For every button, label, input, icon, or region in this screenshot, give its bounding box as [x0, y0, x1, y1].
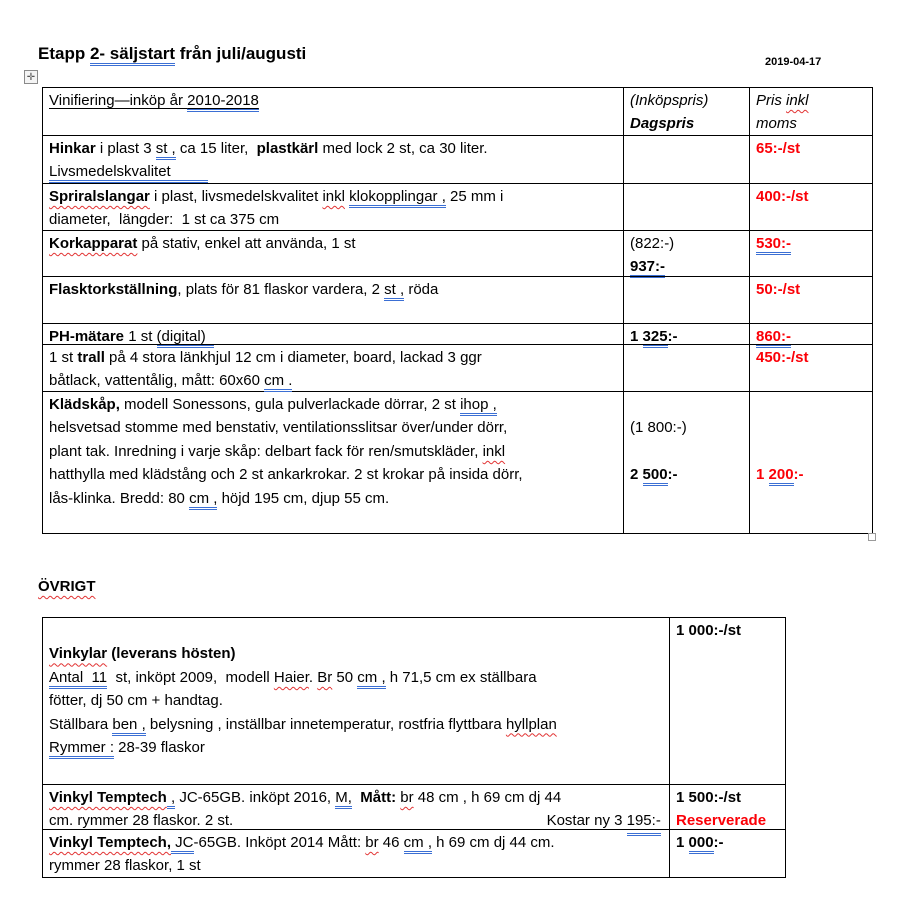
text-line — [756, 440, 867, 463]
table-cell — [749, 184, 871, 230]
text-segment: med lock 2 st, ca 30 liter. — [318, 140, 488, 157]
table-cell — [749, 88, 871, 135]
text-segment: 50:-/st — [756, 281, 801, 298]
text-segment: 28-39 flaskor — [114, 739, 205, 757]
table-cell — [43, 184, 623, 230]
text-segment: Livsmedelskvalitet — [49, 163, 208, 183]
text-segment: modell Sonessons, gula pulverlackade dörrar, 2 st — [119, 396, 461, 413]
document-date: 2019-04-17 — [765, 56, 822, 68]
table-cell — [623, 88, 749, 135]
table-cell — [43, 231, 623, 276]
text-line — [49, 642, 665, 665]
text-segment: 860:- — [756, 328, 791, 348]
text-segment: -65GB. Inköpt 2014 Mått: — [193, 834, 366, 851]
text-segment: :- — [667, 328, 678, 345]
table-cell — [623, 324, 749, 344]
text-line — [630, 232, 745, 255]
text-segment: ihop , — [460, 396, 497, 416]
text-segment: båtlack, vattentålig, mått: 60x60 — [49, 372, 265, 390]
text-segment: trall — [77, 349, 105, 366]
text-segment: hatthylla med klädstång och 2 st ankarkrokar. 2 st krokar på insida dörr, — [49, 466, 523, 484]
text-segment: inkl — [322, 188, 345, 205]
vinifiering-table — [42, 87, 873, 534]
text-line — [49, 786, 665, 809]
table-cell — [669, 785, 784, 829]
text-line — [756, 416, 867, 439]
text-segment: 50 — [332, 668, 358, 686]
table-cell — [43, 136, 623, 183]
text-segment: 200 — [769, 466, 794, 486]
table-cell — [43, 830, 669, 877]
table-move-handle-icon[interactable]: ✛ — [24, 70, 38, 84]
text-line — [49, 854, 665, 877]
table-cell — [43, 392, 623, 533]
text-segment: Etapp — [38, 44, 90, 63]
text-segment: , plats för 81 flaskor vardera, 2 — [177, 281, 385, 298]
table-cell — [43, 277, 623, 323]
text-line — [756, 89, 867, 112]
text-segment: Haier — [273, 668, 309, 686]
text-segment: 65:-/st — [756, 140, 801, 157]
text-segment: helsvetsad stomme med benstativ, ventilationsslitsar över/under dörr, — [49, 419, 508, 437]
text-segment: cm . — [264, 372, 292, 392]
table-row — [43, 88, 872, 135]
table-row — [43, 230, 872, 276]
text-segment: inkl — [482, 442, 506, 460]
table-cell — [623, 136, 749, 183]
text-segment: plastkärl — [256, 140, 319, 157]
text-segment: 1 — [756, 466, 769, 484]
table-cell — [623, 277, 749, 323]
text-segment: Mått: — [360, 789, 397, 806]
text-line — [756, 393, 867, 416]
text-segment: 450:-/st — [756, 349, 809, 366]
text-segment: br — [365, 834, 379, 851]
text-segment: Reserverade — [676, 812, 767, 830]
text-segment: :- — [793, 466, 804, 484]
text-line — [49, 89, 619, 112]
text-segment: Klädskåp, — [49, 396, 120, 413]
text-segment: i plast, livsmedelskvalitet — [149, 188, 323, 205]
text-segment: (leverans hösten) — [107, 645, 236, 663]
text-line — [630, 89, 745, 112]
text-line — [49, 736, 665, 759]
text-segment: Spriralslangar — [49, 188, 150, 205]
text-line — [676, 786, 780, 809]
text-segment: . — [308, 668, 318, 686]
text-line — [49, 160, 619, 183]
text-segment: Vinkyl Temptech, — [49, 834, 171, 851]
text-segment: JC-65GB. inköpt 2016, — [175, 789, 336, 806]
text-segment: belysning , inställbar innetemperatur, rostfria flyttbara — [145, 715, 506, 733]
table-cell — [749, 231, 871, 276]
text-segment: JC — [175, 834, 193, 854]
text-segment: cm , — [357, 669, 385, 689]
text-segment: Kostar ny 3 — [546, 812, 627, 830]
text-segment: (1 800:-) — [630, 419, 687, 437]
text-segment: röda — [404, 281, 439, 298]
text-segment: 2 — [630, 466, 643, 484]
text-segment: (digital) — [157, 328, 215, 348]
text-line — [756, 346, 867, 369]
text-segment: 000 — [689, 834, 714, 854]
text-segment: 1 — [676, 834, 689, 851]
text-segment: 1 st — [124, 328, 157, 345]
text-segment: h 71,5 cm ex ställbara — [385, 668, 537, 686]
text-segment: plant tak. Inredning i varje skåp: delbart fack för ren/smutskläder, — [49, 442, 483, 460]
text-line — [676, 619, 780, 642]
text-segment: ÖVRIGT — [38, 578, 96, 595]
text-segment: hyllplan — [505, 715, 557, 733]
text-segment: Rymmer : — [49, 739, 114, 759]
text-segment: 48 cm , h 69 cm dj 44 — [413, 789, 562, 806]
text-line — [49, 619, 665, 642]
table-row — [43, 276, 872, 323]
table-row — [43, 829, 785, 877]
text-segment: inkl — [786, 92, 809, 109]
text-segment: från juli/augusti — [175, 44, 307, 63]
text-line — [49, 416, 619, 439]
text-segment: ca 15 liter, — [175, 140, 257, 157]
text-segment: fötter, dj 50 cm + handtag. — [49, 692, 223, 710]
text-segment: 530:- — [756, 235, 791, 255]
text-segment: Ställbara — [49, 715, 113, 733]
text-segment: cm , — [189, 490, 217, 510]
text-segment: st, inköpt 2009, modell — [107, 668, 274, 686]
text-segment: Pris — [756, 92, 786, 109]
text-line — [630, 463, 745, 486]
text-line — [756, 278, 867, 301]
text-segment: PH-mätare — [49, 328, 125, 345]
text-line — [756, 137, 867, 160]
text-line — [756, 112, 867, 135]
text-segment: :- — [713, 834, 724, 851]
text-segment: 1 000:-/st — [676, 622, 742, 639]
text-line — [49, 185, 619, 208]
text-segment: Vinifiering—inköp år — [49, 92, 188, 109]
table-cell — [43, 324, 623, 344]
text-segment: på 4 stora länkhjul 12 cm i diameter, board, lackad 3 ggr — [104, 349, 482, 366]
text-line — [630, 255, 745, 278]
ovrigt-table — [42, 617, 786, 878]
text-segment: 325 — [643, 328, 668, 348]
text-segment: (Inköpspris) — [630, 92, 709, 109]
text-line — [49, 689, 665, 712]
text-segment: 46 — [378, 834, 404, 851]
table-cell — [669, 830, 784, 877]
table-cell — [43, 345, 623, 391]
text-segment: , — [167, 789, 175, 809]
text-segment: st , — [156, 140, 176, 160]
text-segment: Korkapparat — [49, 235, 138, 252]
ovrigt-heading — [38, 578, 96, 595]
table-cell — [43, 785, 669, 829]
text-segment: 500 — [643, 466, 668, 486]
text-segment: Br — [317, 668, 333, 686]
text-segment: cm. rymmer 28 flaskor. 2 st. — [49, 812, 234, 830]
table-cell — [43, 88, 623, 135]
text-line — [49, 713, 665, 736]
text-line — [49, 137, 619, 160]
text-segment: i plast 3 — [95, 140, 156, 157]
text-segment: diameter, längder: 1 st ca 375 cm — [49, 211, 280, 229]
text-line — [630, 440, 745, 463]
table-resize-handle[interactable] — [868, 533, 876, 541]
text-line — [49, 346, 619, 369]
text-segment: moms — [756, 115, 797, 133]
table-row — [43, 784, 785, 829]
text-segment: på stativ, enkel att använda, 1 st — [137, 235, 356, 252]
table-cell — [749, 345, 871, 391]
text-segment: 937:- — [630, 258, 665, 278]
text-segment: Antal 11 — [49, 669, 107, 689]
text-line — [630, 416, 745, 439]
text-line — [49, 208, 619, 231]
text-segment: st , — [384, 281, 404, 301]
text-line — [49, 369, 619, 392]
text-segment: Dagspris — [630, 115, 695, 133]
text-segment: 2010-2018 — [187, 92, 259, 112]
text-line — [756, 185, 867, 208]
text-line — [49, 666, 665, 689]
table-cell — [749, 392, 871, 533]
text-line — [630, 393, 745, 416]
table-cell — [623, 345, 749, 391]
text-segment: höjd 195 cm, djup 55 cm. — [217, 489, 390, 507]
table-row — [43, 183, 872, 230]
table-cell — [749, 277, 871, 323]
text-line — [49, 440, 619, 463]
table-cell — [669, 618, 784, 784]
text-segment: :- — [667, 466, 678, 484]
text-segment: rymmer 28 flaskor, 1 st — [49, 857, 201, 875]
text-segment: br — [400, 789, 414, 806]
text-segment: M, — [335, 789, 352, 809]
table-cell — [43, 618, 669, 784]
text-segment: 25 mm i — [445, 188, 504, 205]
text-segment: 1 — [630, 328, 643, 345]
text-line — [49, 831, 665, 854]
text-line — [630, 112, 745, 135]
text-segment: 2- säljstart — [90, 44, 175, 66]
table-cell — [623, 231, 749, 276]
text-line — [49, 232, 619, 255]
text-segment: Vinkylar — [49, 645, 108, 663]
text-segment: h 69 cm dj 44 cm. — [432, 834, 555, 851]
table-cell — [749, 136, 871, 183]
table-row — [43, 391, 872, 533]
table-cell — [749, 324, 871, 344]
table-cell — [623, 392, 749, 533]
text-segment: 1 st — [49, 349, 78, 366]
text-line — [676, 831, 780, 854]
table-row — [43, 135, 872, 183]
text-segment: 195:- — [627, 809, 661, 835]
text-segment: lås-klinka. Bredd: 80 — [49, 489, 190, 507]
text-line — [49, 463, 619, 486]
text-segment: Flasktorkställning — [49, 281, 178, 298]
text-segment: (822:-) — [630, 235, 675, 252]
text-segment: 400:-/st — [756, 188, 809, 205]
text-line — [49, 278, 619, 301]
table-row — [43, 344, 872, 391]
text-segment: Hinkar — [49, 140, 96, 157]
text-segment: klokopplingar , — [349, 188, 446, 208]
table-cell — [623, 184, 749, 230]
text-line — [49, 487, 619, 510]
text-segment: Vinkyl Temptech — [49, 789, 167, 806]
table-row — [43, 618, 785, 784]
text-line — [49, 393, 619, 416]
text-segment: ben , — [112, 716, 145, 736]
text-segment: cm , — [404, 834, 432, 854]
text-segment: 1 500:-/st — [676, 789, 742, 806]
table-row — [43, 323, 872, 344]
text-line — [756, 232, 867, 255]
document-title — [38, 44, 306, 64]
text-line — [756, 463, 867, 486]
